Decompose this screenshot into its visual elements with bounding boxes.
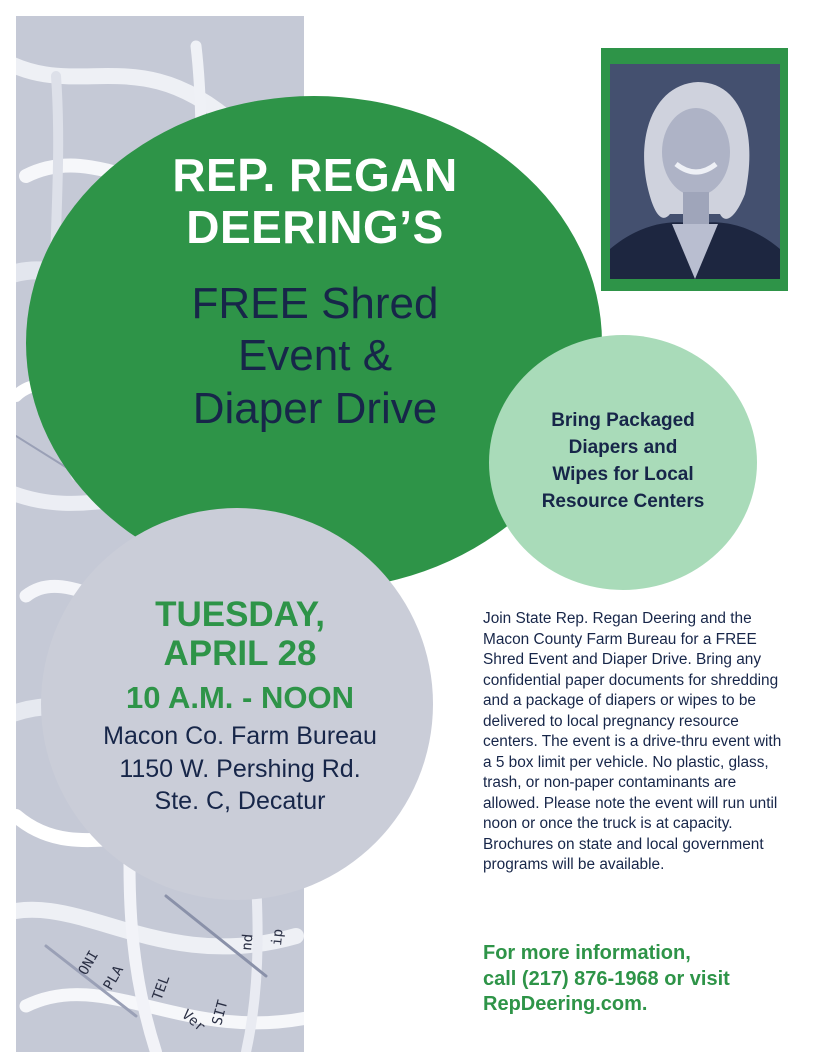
shred-fragment: Ver xyxy=(178,1006,209,1036)
diaper-drive-line: Diapers and xyxy=(568,436,678,458)
photo-frame xyxy=(601,48,788,291)
event-date-line: APRIL 28 xyxy=(163,633,317,673)
diaper-drive-text xyxy=(510,408,736,516)
shred-fragment: ip xyxy=(269,928,287,947)
shred-fragment: SIT xyxy=(209,998,232,1028)
shred-fragment: ONI xyxy=(75,948,103,978)
contact-info xyxy=(483,941,803,1018)
event-title-line: FREE Shred xyxy=(191,279,439,328)
event-address xyxy=(60,720,420,818)
portrait-photo xyxy=(610,64,780,279)
event-description: Join State Rep. Regan Deering and the Macon County Farm Bureau for a FREE Shred Event and Diaper Drive. Bring any confidential paper documents for shredding and a package of diapers or wipes to be delivered to local pregnancy resource centers. The event is a drive-thru event with a 5 box limit per vehicle. No plastic, glass, trash, or non-paper contaminants are allowed. Please note the event will run until noon or once the truck is at capacity. Brochures on state and local government programs will be available. xyxy=(483,610,782,873)
diaper-drive-line: Wipes for Local xyxy=(552,463,694,485)
event-title-line: Event & xyxy=(237,331,393,381)
headline-line: REP. REGAN xyxy=(172,149,458,201)
website-link[interactable]: RepDeering.com. xyxy=(483,993,648,1016)
address-line: 1150 W. Pershing Rd. xyxy=(119,754,361,783)
address-line: Ste. C, Decatur xyxy=(154,787,326,815)
contact-line: For more information, xyxy=(483,942,691,964)
shred-fragment: TEL xyxy=(149,973,174,1003)
event-title-line: Diaper Drive xyxy=(192,383,438,433)
shred-fragment: PLA xyxy=(100,963,128,993)
event-title xyxy=(110,278,520,435)
headline xyxy=(120,150,510,253)
event-time: 10 A.M. - NOON xyxy=(126,680,354,715)
contact-line: call (217) 876-1968 or visit xyxy=(483,967,730,990)
diaper-drive-line: Bring Packaged xyxy=(551,410,695,431)
address-line: Macon Co. Farm Bureau xyxy=(103,722,377,750)
diaper-drive-line: Resource Centers xyxy=(541,490,705,512)
shred-fragment: nd xyxy=(239,933,257,952)
headline-line: DEERING’S xyxy=(186,200,444,253)
event-date-line: TUESDAY, xyxy=(155,595,325,634)
event-date xyxy=(60,596,420,673)
